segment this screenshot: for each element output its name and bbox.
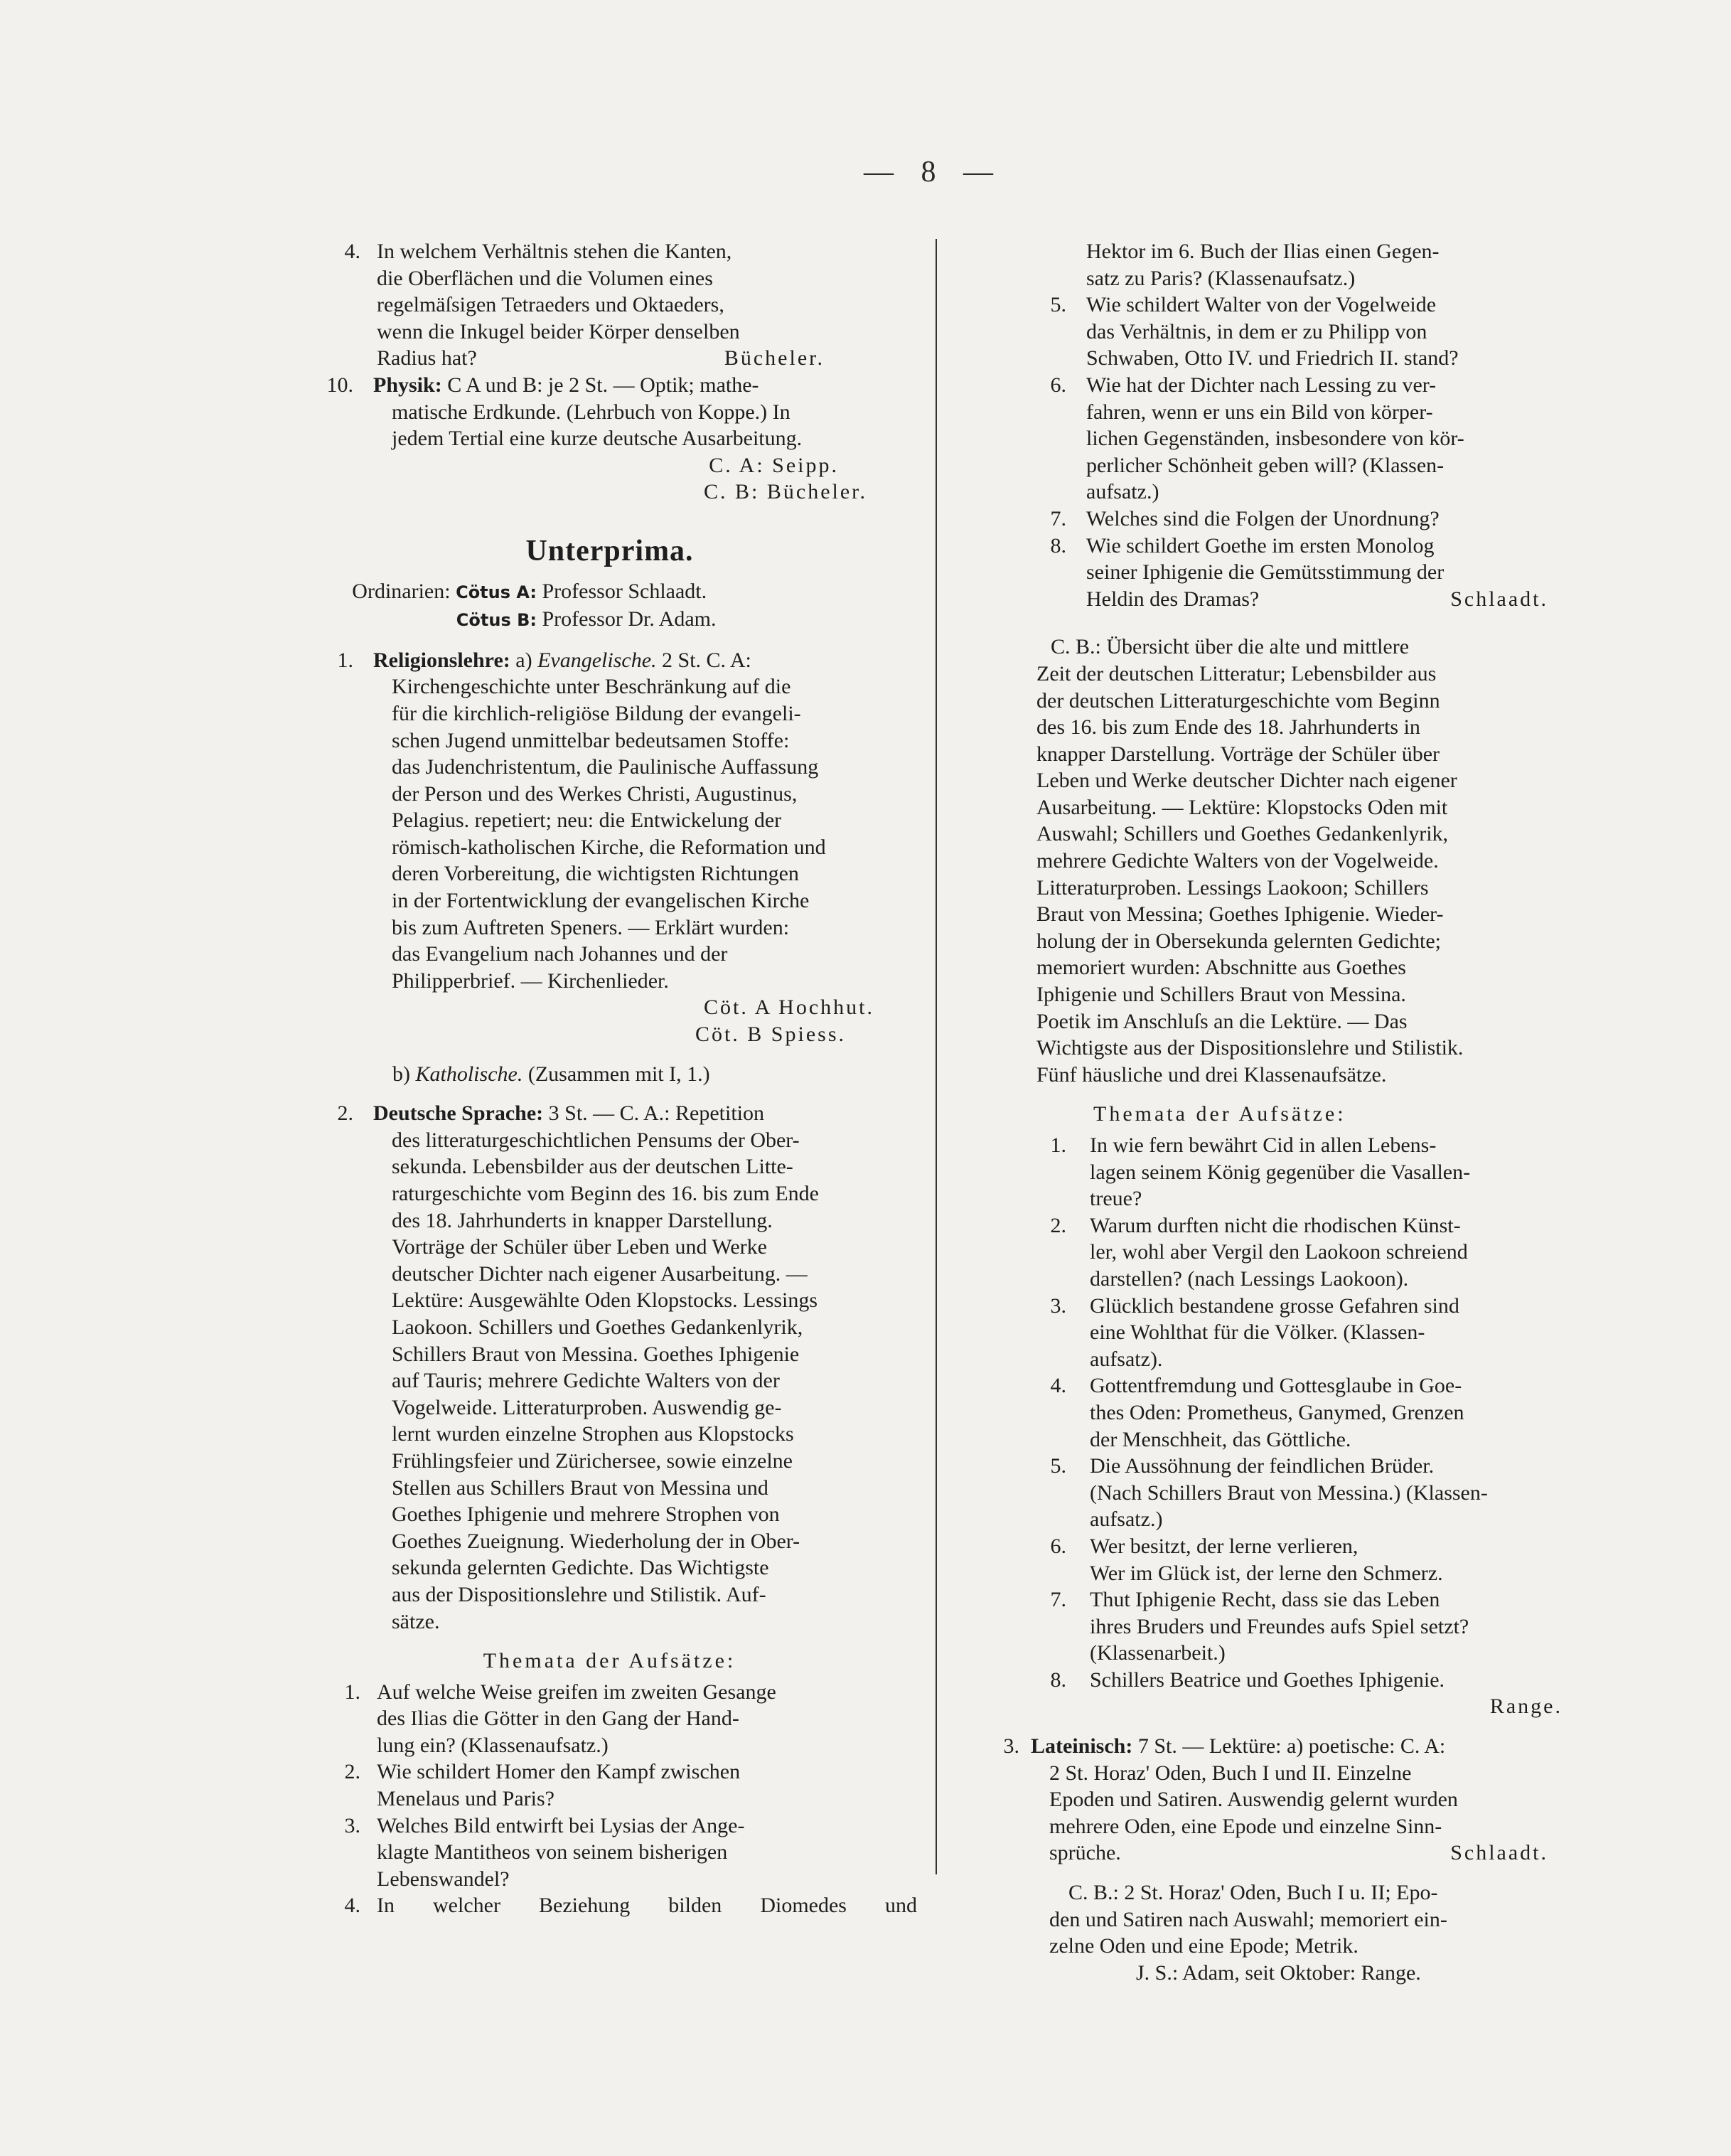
item-line: In wie fern bewährt Cid in allen Lebens- <box>1090 1133 1437 1157</box>
section-line: das Judenchristentum, die Paulinische Auffassung <box>392 755 819 779</box>
section-label: Religionslehre: <box>373 648 510 672</box>
section-label: Physik: <box>373 373 442 397</box>
latein-cb <box>980 1879 1577 1960</box>
section-number: 2. <box>337 1101 353 1126</box>
section-line: für die kirchlich-religiöse Bildung der evangeli- <box>392 701 801 725</box>
right-column <box>980 238 1577 1986</box>
sub-label: b) <box>392 1062 410 1086</box>
section-label: Lateinisch: <box>1031 1734 1133 1759</box>
section-line: Philipperbrief. — Kirchenlieder. <box>392 968 669 993</box>
signature: Schlaadt. <box>1450 587 1548 611</box>
item-line: die Oberflächen und die Volumen eines <box>377 266 713 290</box>
thema-item <box>302 1813 917 1893</box>
para-line: Litteraturproben. Lessings Laokoon; Schillers <box>1036 875 1429 900</box>
signature: C. B: Bücheler. <box>704 480 867 504</box>
section-line: Epoden und Satiren. Auswendig gelernt wurden <box>1049 1788 1458 1812</box>
item-line: Glücklich bestandene grosse Gefahren sind <box>1090 1293 1459 1318</box>
item-line: satz zu Paris? (Klassenaufsatz.) <box>1086 266 1356 290</box>
section-label: Deutsche Sprache: <box>373 1101 544 1126</box>
para-line: zelne Oden und eine Epode; Metrik. <box>1049 1934 1358 1958</box>
item-line: In welcher Beziehung bilden Diomedes und <box>377 1894 917 1918</box>
item-line: (Klassenarbeit.) <box>1090 1641 1226 1665</box>
item-line: Thut Iphigenie Recht, dass sie das Leben <box>1090 1588 1440 1612</box>
thema-item <box>980 1667 1577 1694</box>
column-divider <box>936 239 937 1874</box>
left-column <box>302 238 917 1919</box>
item-line: klagte Mantitheos von seinem bisherigen <box>377 1840 728 1864</box>
item-line: Wer im Glück ist, der lerne den Schmerz. <box>1090 1561 1443 1585</box>
item-line: Wie schildert Walter von der Vogelweide <box>1086 293 1437 317</box>
item-line: aufsatz.) <box>1090 1507 1163 1532</box>
item-line: (Nach Schillers Braut von Messina.) (Klassen- <box>1090 1480 1488 1505</box>
section-line: Frühlingsfeier und Zürichersee, sowie einzelne <box>392 1448 793 1473</box>
para-line: Iphigenie und Schillers Braut von Messina. <box>1036 983 1406 1007</box>
coetus-label: Cötus B: <box>456 610 537 631</box>
deutsch-section <box>302 1100 917 1635</box>
thema-item <box>302 1679 917 1759</box>
section-heading: Unterprima. <box>525 534 694 567</box>
item-line: seiner Iphigenie die Gemütsstimmung der <box>1086 560 1445 585</box>
para-line: der deutschen Litteraturgeschichte vom Beginn <box>1036 688 1440 713</box>
item-line: aufsatz). <box>1090 1347 1163 1371</box>
section-line: schen Jugend unmittelbar bedeutsamen Stoffe: <box>392 728 790 752</box>
section-line: 2 St. Horaz' Oden, Buch I und II. Einzelne <box>1049 1761 1412 1785</box>
item-line: Menelaus und Paris? <box>377 1787 554 1811</box>
thema-item <box>980 1372 1577 1453</box>
item-line: lichen Gegenständen, insbesondere von kör- <box>1086 427 1464 451</box>
thema-item <box>980 1533 1577 1586</box>
item-line: Warum durften nicht die rhodischen Künst- <box>1090 1213 1461 1237</box>
section-text: 7 St. — Lektüre: a) poetische: C. A: <box>1137 1734 1446 1759</box>
section-line: Goethes Zueignung. Wiederholung der in Ober- <box>392 1529 800 1553</box>
signature: Schlaadt. <box>1450 1841 1548 1865</box>
themata-heading: Themata der Aufsätze: <box>483 1649 736 1673</box>
section-text: 3 St. — C. A.: Repetition <box>548 1101 764 1126</box>
section-line: raturgeschichte vom Beginn des 16. bis zum Ende <box>392 1182 819 1205</box>
ordinarien-row-b <box>302 606 917 634</box>
continued-item <box>980 238 1577 292</box>
math-item-4 <box>302 238 917 372</box>
section-text: (Zusammen mit I, 1.) <box>527 1062 710 1086</box>
item-line: Welches sind die Folgen der Unordnung? <box>1086 506 1440 530</box>
para-line: Braut von Messina; Goethes Iphigenie. Wieder- <box>1036 902 1444 927</box>
signature: Cöt. A Hochhut. <box>703 996 874 1020</box>
physik-section <box>302 372 917 452</box>
item-number: 4. <box>344 240 360 263</box>
item-line: Radius hat? <box>377 346 477 370</box>
para-line: des 16. bis zum Ende des 18. Jahrhunderts in <box>1036 715 1420 740</box>
religion-b <box>302 1061 917 1088</box>
section-line: Laokoon. Schillers und Goethes Gedankenlyrik, <box>392 1315 803 1339</box>
ordinarien-label: Ordinarien: <box>352 579 451 603</box>
item-number: 3. <box>1050 1293 1066 1318</box>
section-line: des litteraturgeschichtlichen Pensums der Ober- <box>392 1128 800 1152</box>
item-line: Schillers Beatrice und Goethes Iphigenie. <box>1090 1667 1445 1692</box>
item-line: Wie hat der Dichter nach Lessing zu ver- <box>1086 373 1437 397</box>
para-line: knapper Darstellung. Vorträge der Schüler über <box>1036 742 1440 766</box>
item-line: ler, wohl aber Vergil den Laokoon schreiend <box>1090 1240 1468 1264</box>
section-number: 1. <box>337 648 353 672</box>
item-number: 1. <box>344 1680 360 1704</box>
section-line: Pelagius. repetiert; neu: die Entwickelung der <box>392 808 782 833</box>
section-line: das Evangelium nach Johannes und der <box>392 942 728 966</box>
signature: Cöt. B Spiess. <box>695 1023 846 1047</box>
para-line: holung der in Obersekunda gelernten Gedichte; <box>1036 929 1441 953</box>
item-line: lung ein? (Klassenaufsatz.) <box>377 1733 609 1757</box>
section-line: C A und B: je 2 St. — Optik; mathe- <box>447 373 759 397</box>
item-line: des Ilias die Götter in den Gang der Hand- <box>377 1707 739 1731</box>
sub-title: Katholische. <box>415 1062 523 1086</box>
ordinarius-name: Professor Dr. Adam. <box>542 607 717 631</box>
section-number: 3. <box>1003 1734 1019 1759</box>
sub-title: Evangelische. <box>537 648 657 672</box>
item-line: treue? <box>1090 1187 1142 1211</box>
item-line: Gottentfremdung und Gottesglaube in Goe- <box>1090 1374 1462 1398</box>
section-number: 10. <box>326 373 353 397</box>
section-line: Vorträge der Schüler über Leben und Werke <box>392 1235 767 1259</box>
section-line: mehrere Oden, eine Epode und einzelne Sinn- <box>1049 1814 1442 1838</box>
item-number: 5. <box>1050 293 1066 317</box>
item-line: aufsatz.) <box>1086 480 1159 504</box>
item-line: wenn die Inkugel beider Körper denselben <box>377 319 740 343</box>
para-line: Poetik im Anschluſs an die Lektüre. — Das <box>1036 1009 1408 1033</box>
section-line: des 18. Jahrhunderts in knapper Darstellung. <box>392 1208 773 1232</box>
item-number: 4. <box>1050 1374 1066 1398</box>
para-line: Fünf häusliche und drei Klassenaufsätze. <box>1036 1062 1387 1087</box>
item-number: 1. <box>1050 1133 1066 1157</box>
section-line: römisch-katholischen Kirche, die Reformation und <box>392 835 826 859</box>
ordinarius-name: Professor Schlaadt. <box>542 579 707 603</box>
item-line: der Menschheit, das Göttliche. <box>1090 1427 1351 1451</box>
section-line: Goethes Iphigenie und mehrere Strophen von <box>392 1503 780 1527</box>
item-line: Welches Bild entwirft bei Lysias der Ange- <box>377 1813 745 1837</box>
item-line: lagen seinem König gegenüber die Vasallen- <box>1090 1160 1471 1184</box>
thema-item <box>980 292 1577 372</box>
item-line: darstellen? (nach Lessings Laokoon). <box>1090 1266 1409 1291</box>
thema-item <box>980 506 1577 533</box>
section-line: in der Fortentwicklung der evangelischen Kirche <box>392 889 810 913</box>
thema-item <box>980 1212 1577 1293</box>
section-line: auf Tauris; mehrere Gedichte Walters von der <box>392 1369 780 1393</box>
section-line: der Person und des Werkes Christi, Augustinus, <box>392 781 798 806</box>
item-number: 3. <box>344 1813 360 1837</box>
item-line: Schwaben, Otto IV. und Friedrich II. stand? <box>1086 346 1459 370</box>
item-line: Lebenswandel? <box>377 1867 510 1891</box>
thema-item <box>980 1293 1577 1373</box>
section-line: aus der Dispositionslehre und Stilistik. Auf- <box>392 1582 766 1606</box>
para-line: Zeit der deutschen Litteratur; Lebensbilder aus <box>1036 661 1437 685</box>
sub-label: a) <box>515 648 532 672</box>
para-line: C. B.: Übersicht über die alte und mittlere <box>1051 635 1410 659</box>
item-line: ihres Bruders und Freundes aufs Spiel setzt? <box>1090 1614 1469 1638</box>
item-number: 2. <box>344 1760 360 1784</box>
item-line: Heldin des Dramas? <box>1086 587 1260 611</box>
religion-section <box>302 647 917 995</box>
section-text: 2 St. C. A: <box>662 648 751 672</box>
item-number: 6. <box>1050 1534 1066 1558</box>
item-line: Die Aussöhnung der feindlichen Brüder. <box>1090 1454 1435 1478</box>
thema-item <box>980 1453 1577 1533</box>
latein-js: J. S.: Adam, seit Oktober: Range. <box>1136 1960 1421 1985</box>
item-line: Wie schildert Homer den Kampf zwischen <box>377 1760 741 1784</box>
item-line: fahren, wenn er uns ein Bild von körper- <box>1086 400 1433 424</box>
item-line: In welchem Verhältnis stehen die Kanten, <box>377 240 732 263</box>
para-line: Auswahl; Schillers und Goethes Gedankenlyrik, <box>1036 822 1449 846</box>
para-line: den und Satiren nach Auswahl; memoriert ein- <box>1049 1907 1447 1931</box>
thema-item <box>980 372 1577 506</box>
cb-paragraph <box>980 634 1577 1088</box>
signature: C. A: Seipp. <box>709 453 839 477</box>
item-line: Wie schildert Goethe im ersten Monolog <box>1086 533 1435 557</box>
thema-item <box>302 1759 917 1812</box>
thema-item <box>980 533 1577 613</box>
latein-section <box>980 1733 1577 1867</box>
para-line: Ausarbeitung. — Lektüre: Klopstocks Oden mit <box>1036 795 1448 819</box>
para-line: memoriert wurden: Abschnitte aus Goethes <box>1036 956 1406 980</box>
item-number: 7. <box>1050 506 1066 530</box>
item-line: Wer besitzt, der lerne verlieren, <box>1090 1534 1358 1558</box>
item-number: 8. <box>1050 1667 1066 1692</box>
item-number: 5. <box>1050 1454 1066 1478</box>
themata-heading: Themata der Aufsätze: <box>1093 1102 1346 1126</box>
section-line: matische Erdkunde. (Lehrbuch von Koppe.) In <box>392 400 791 424</box>
para-line: mehrere Gedichte Walters von der Vogelweide. <box>1036 849 1439 873</box>
section-line: sätze. <box>392 1609 440 1633</box>
section-line: Kirchengeschichte unter Beschränkung auf die <box>392 675 791 699</box>
section-line: sekunda gelernten Gedichte. Das Wichtigste <box>392 1556 769 1580</box>
signature: Bücheler. <box>724 346 825 370</box>
section-line: deren Vorbereitung, die wichtigsten Richtungen <box>392 862 799 886</box>
coetus-label: Cötus A: <box>456 582 537 602</box>
thema-item <box>302 1892 917 1919</box>
thema-item <box>980 1586 1577 1667</box>
item-number: 8. <box>1050 533 1066 557</box>
item-line: das Verhältnis, in dem er zu Philipp von <box>1086 319 1427 343</box>
section-line: bis zum Auftreten Speners. — Erklärt wurden: <box>392 915 790 939</box>
section-line: Schillers Braut von Messina. Goethes Iphigenie <box>392 1342 800 1366</box>
ordinarien-row-a <box>302 578 917 607</box>
para-line: Wichtigste aus der Dispositionslehre und Stilistik. <box>1036 1036 1464 1060</box>
section-line: sprüche. <box>1049 1841 1121 1865</box>
thema-item <box>980 1132 1577 1212</box>
page-number: — 8 — <box>864 156 1003 188</box>
para-line: C. B.: 2 St. Horaz' Oden, Buch I u. II; Epo- <box>1068 1881 1438 1905</box>
item-line: Hektor im 6. Buch der Ilias einen Gegen- <box>1086 240 1440 263</box>
section-line: Vogelweide. Litteraturproben. Auswendig ge- <box>392 1395 782 1419</box>
item-number: 6. <box>1050 373 1066 397</box>
item-line: eine Wohlthat für die Völker. (Klassen- <box>1090 1320 1425 1345</box>
item-line: Auf welche Weise greifen im zweiten Gesange <box>377 1680 776 1704</box>
section-line: Stellen aus Schillers Braut von Messina und <box>392 1475 768 1500</box>
item-number: 2. <box>1050 1213 1066 1237</box>
section-line: jedem Tertial eine kurze deutsche Ausarbeitung. <box>392 427 803 451</box>
signature: Range. <box>1489 1695 1563 1719</box>
item-number: 7. <box>1050 1588 1066 1612</box>
item-number: 4. <box>344 1894 360 1918</box>
section-line: lernt wurden einzelne Strophen aus Klopstocks <box>392 1422 794 1446</box>
section-line: sekunda. Lebensbilder aus der deutschen Litte- <box>392 1155 793 1179</box>
section-line: deutscher Dichter nach eigener Ausarbeitung. — <box>392 1261 808 1286</box>
item-line: thes Oden: Prometheus, Ganymed, Grenzen <box>1090 1400 1464 1424</box>
item-line: regelmäſsigen Tetraeders und Oktaeders, <box>377 293 724 317</box>
item-line: perlicher Schönheit geben will? (Klassen- <box>1086 453 1445 477</box>
para-line: Leben und Werke deutscher Dichter nach eigener <box>1036 769 1457 793</box>
section-line: Lektüre: Ausgewählte Oden Klopstocks. Lessings <box>392 1288 818 1313</box>
